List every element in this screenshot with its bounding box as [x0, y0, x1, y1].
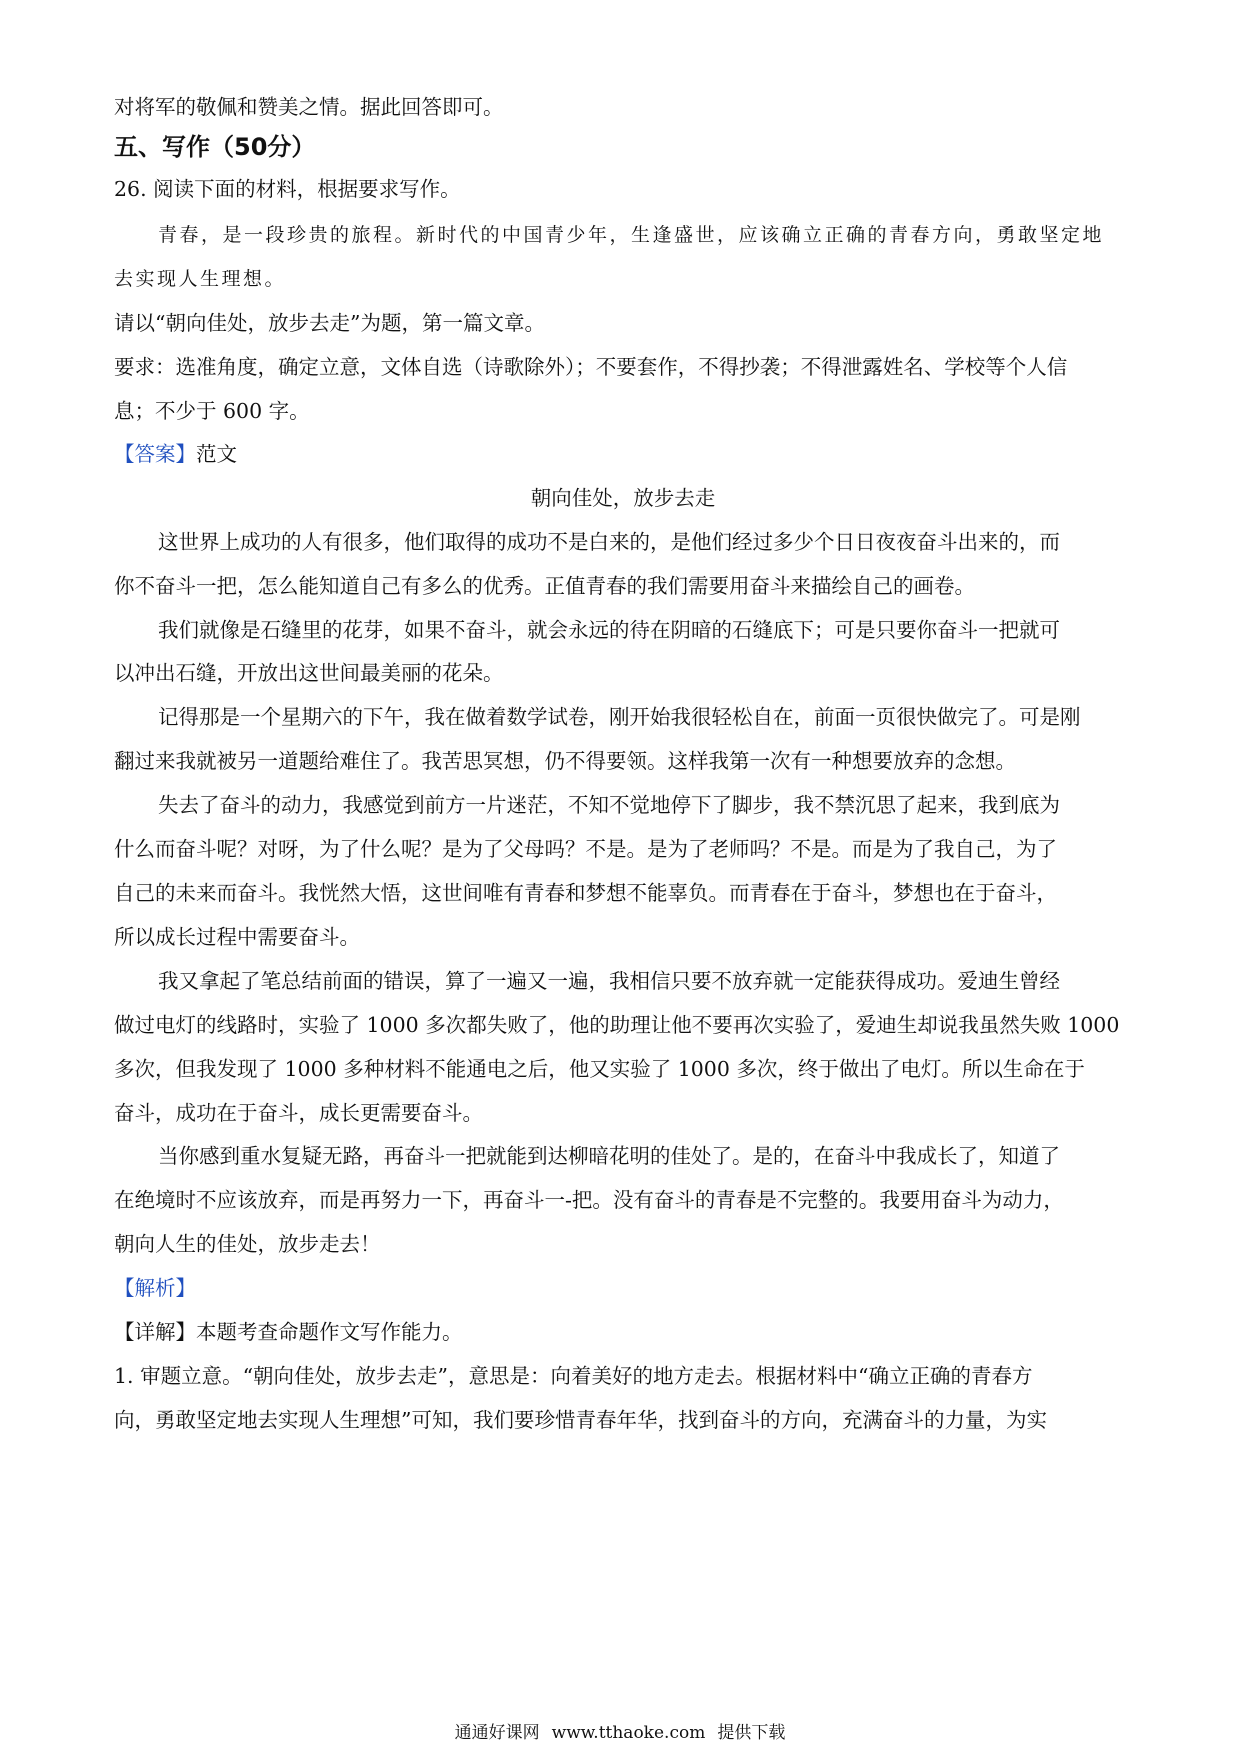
essay-line: 当你感到重水复疑无路，再奋斗一把就能到达柳暗花明的佳处了。是的，在奋斗中我成长了，知道了 [158, 1144, 1060, 1168]
analysis-tag: 【解析】 [114, 1276, 196, 1300]
essay-line: 多次，但我发现了 1000 多种材料不能通电之后，他又实验了 1000 多次，终于做出了电灯。所以生命在于 [114, 1057, 1085, 1081]
detail-line [114, 1319, 1132, 1345]
essay-line: 失去了奋斗的动力，我感觉到前方一片迷茫，不知不觉地停下了脚步，我不禁沉思了起来，我到底为 [158, 793, 1060, 817]
question-26: 26. 阅读下面的材料，根据要求写作。 [114, 177, 461, 201]
analysis-line: 向，勇敢坚定地去实现人生理想”可知，我们要珍惜青春年华，找到奋斗的方向，充满奋斗的力量，为实 [114, 1408, 1047, 1432]
essay-line: 我又拿起了笔总结前面的错误，算了一遍又一遍，我相信只要不放弃就一定能获得成功。爱迪生曾经 [158, 969, 1060, 993]
answer-tag: 【答案】 [114, 442, 196, 466]
section-title: 五、写作（50分） [114, 134, 316, 160]
footer-url[interactable]: www.tthaoke.com [551, 1723, 706, 1743]
requirement-line: 要求：选准角度，确定立意，文体自选（诗歌除外）；不要套作，不得抄袭；不得泄露姓名、学校等个人信 [114, 355, 1068, 379]
detail-tag: 【详解】 [114, 1320, 196, 1344]
essay-line: 翻过来我就被另一道题给难住了。我苦思冥想，仍不得要领。这样我第一次有一种想要放弃的念想。 [114, 749, 1016, 773]
essay-line: 记得那是一个星期六的下午，我在做着数学试卷，刚开始我很轻松自在，前面一页很快做完了。可是刚 [158, 705, 1081, 729]
requirement-line: 息；不少于 600 字。 [114, 399, 310, 423]
essay-line: 什么而奋斗呢？对呀，为了什么呢？是为了父母吗？不是。是为了老师吗？不是。而是为了我自己，为了 [114, 837, 1057, 861]
page-footer [0, 1722, 1240, 1744]
essay-line: 所以成长过程中需要奋斗。 [114, 925, 360, 949]
essay-line: 朝向人生的佳处，放步走去！ [114, 1232, 381, 1256]
footer-note: 提供下载 [717, 1723, 786, 1743]
essay-title: 朝向佳处，放步去走 [530, 486, 716, 510]
answer-line [114, 441, 1132, 467]
text-line: 对将军的敬佩和赞美之情。据此回答即可。 [114, 95, 504, 119]
answer-text: 范文 [196, 442, 237, 466]
essay-line: 我们就像是石缝里的花芽，如果不奋斗，就会永远的待在阴暗的石缝底下；可是只要你奋斗一把就可 [158, 618, 1060, 642]
prompt-line: 请以“朝向佳处，放步去走”为题，第一篇文章。 [114, 311, 545, 335]
essay-line: 做过电灯的线路时，实验了 1000 多次都失败了，他的助理让他不要再次实验了，爱迪生却说我虽然失败 1000 [114, 1013, 1120, 1037]
footer-site-name: 通通好课网 [454, 1723, 540, 1743]
detail-text: 本题考查命题作文写作能力。 [196, 1320, 463, 1344]
material-line: 去实现人生理想。 [114, 268, 287, 290]
material-line: 青春，是一段珍贵的旅程。新时代的中国青少年，生逢盛世，应该确立正确的青春方向，勇敢坚定地 [158, 224, 1105, 246]
essay-line: 这世界上成功的人有很多，他们取得的成功不是白来的，是他们经过多少个日日夜夜奋斗出来的，而 [158, 530, 1060, 554]
essay-line: 以冲出石缝，开放出这世间最美丽的花朵。 [114, 661, 504, 685]
essay-line: 自己的未来而奋斗。我恍然大悟，这世间唯有青春和梦想不能辜负。而青春在于奋斗，梦想也在于奋斗， [114, 881, 1057, 905]
essay-line: 你不奋斗一把，怎么能知道自己有多么的优秀。正值青春的我们需要用奋斗来描绘自己的画卷。 [114, 574, 975, 598]
essay-line: 奋斗，成功在于奋斗，成长更需要奋斗。 [114, 1101, 483, 1125]
analysis-line: 1. 审题立意。“朝向佳处，放步去走”，意思是：向着美好的地方走去。根据材料中“确立正确的青春方 [114, 1364, 1033, 1388]
essay-line: 在绝境时不应该放弃，而是再努力一下，再奋斗一-把。没有奋斗的青春是不完整的。我要用奋斗为动力， [114, 1188, 1064, 1212]
